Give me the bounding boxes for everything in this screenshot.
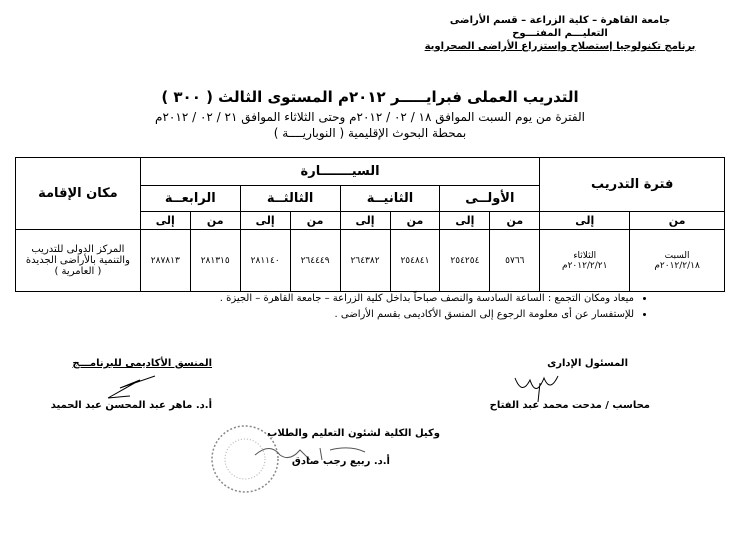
period-header: فترة التدريب — [540, 158, 725, 212]
to-label: إلى — [340, 212, 390, 230]
car-2-from: ٢٥٤٨٤١ — [390, 230, 440, 292]
residence-line: ( العامرية ) — [54, 266, 102, 277]
date: ٢٠١٢/٢/٢١م — [561, 260, 608, 271]
from-label: من — [630, 212, 725, 230]
notes-list — [220, 291, 650, 323]
residence-cell — [16, 230, 141, 292]
car-2-to: ٢٦٤٣٨٢ — [340, 230, 390, 292]
from-label: من — [490, 212, 540, 230]
car-3-to: ٢٨١١٤٠ — [240, 230, 290, 292]
coordinator-title: المنسق الأكاديمى للبرنامـــج — [72, 358, 212, 369]
car-2-header: الثانيــة — [340, 186, 440, 212]
day: السبت — [664, 250, 690, 261]
car-1-header: الأولــى — [440, 186, 540, 212]
coordinator-name: أ.د. ماهر عبد المحسن عبد الحميد — [50, 400, 212, 411]
period-to-cell — [540, 230, 630, 292]
open-education-header: التعليـــم المفتـــوح — [512, 28, 608, 39]
car-1-from: ٥٧٦٦ — [490, 230, 540, 292]
coordinator-signature — [100, 368, 160, 403]
to-label: إلى — [240, 212, 290, 230]
period-from-cell — [630, 230, 725, 292]
table-row — [16, 230, 725, 292]
note-item: • ميعاد ومكان التجمع : الساعة السادسة والنصف صباحاً بداخل كلية الزراعة – جامعة القاهرة – الجيزة . — [220, 291, 634, 307]
admin-name: محاسب / مدحت محمد عبد الفتاح — [489, 400, 650, 411]
schedule-table — [15, 157, 725, 292]
admin-title: المسئول الإدارى — [547, 358, 628, 369]
to-label: إلى — [540, 212, 630, 230]
car-3-from: ٢٦٤٤٤٩ — [290, 230, 340, 292]
residence-line: المركز الدولى للتدريب — [31, 244, 125, 255]
note-item: • للإستفسار عن أى معلومة الرجوع إلى المنسق الأكاديمى بقسم الأراضى . — [220, 307, 634, 323]
station-line: بمحطة البحوث الإقليمية ( النوباريــــة ) — [273, 126, 467, 140]
vice-dean-title: وكيل الكلية لشئون التعليم والطلاب — [267, 428, 440, 439]
car-header: السيـــــــارة — [140, 158, 539, 186]
document-title: التدريب العملى فبرايـــــر ٢٠١٢م المستوى الثالث ( ٣٠٠ ) — [161, 88, 579, 106]
admin-signature — [510, 368, 570, 403]
residence-header: مكان الإقامة — [16, 158, 141, 230]
to-label: إلى — [140, 212, 190, 230]
car-4-from: ٢٨١٣١٥ — [190, 230, 240, 292]
car-1-to: ٢٥٤٢٥٤ — [440, 230, 490, 292]
date: ٢٠١٢/٢/١٨م — [654, 260, 700, 271]
period-line: الفترة من يوم السبت الموافق ١٨ / ٠٢ / ٢٠١٢م وحتى الثلاثاء الموافق ٢١ / ٠٢ / ٢٠١٢م — [155, 110, 585, 124]
university-header: جامعة القاهرة – كلية الزراعة – قسم الأراضى — [449, 15, 671, 26]
car-4-header: الرابعــة — [140, 186, 240, 212]
from-label: من — [290, 212, 340, 230]
from-label: من — [390, 212, 440, 230]
residence-line: والتنمية بالأراضى الجديدة — [25, 255, 130, 266]
vice-dean-name: أ.د. ربيع رجب صادق — [291, 456, 390, 467]
car-4-to: ٢٨٧٨١٣ — [140, 230, 190, 292]
program-header: برنامج تكنولوجيا إستصلاح وإستزراع الأراضى الصحراوية — [424, 41, 696, 52]
day: الثلاثاء — [573, 250, 597, 261]
to-label: إلى — [440, 212, 490, 230]
from-label: من — [190, 212, 240, 230]
car-3-header: الثالثــة — [240, 186, 340, 212]
